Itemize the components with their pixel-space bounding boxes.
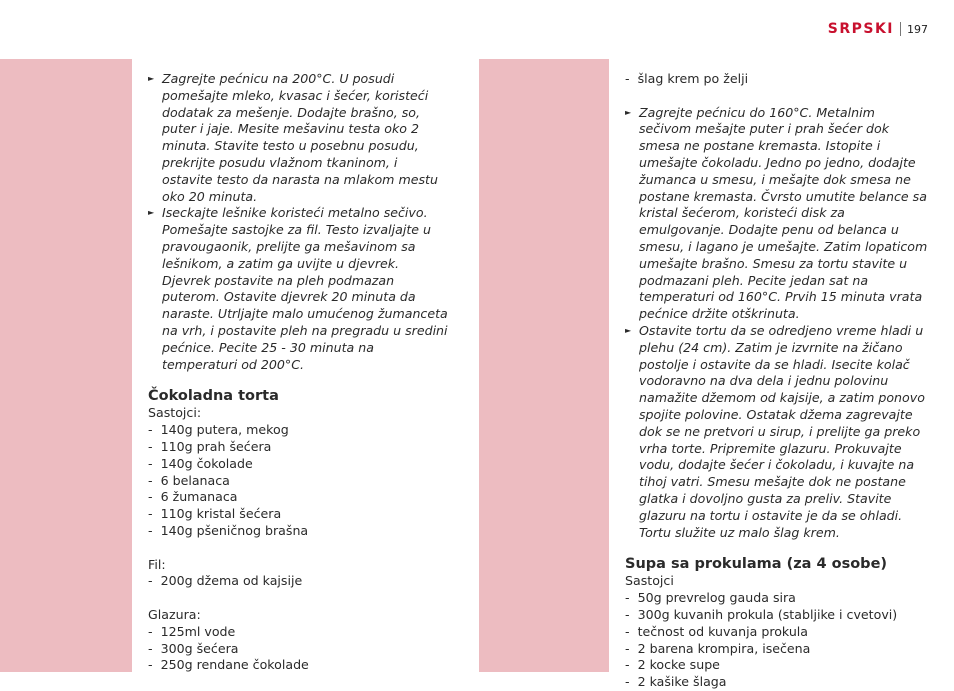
right-column bbox=[625, 71, 930, 691]
step-text: Ostavite tortu da se odredjeno vreme hladi u plehu (24 cm). Zatim je izvrnite na žičano postolje i ostavite da se hladi. Isecite kolač vodoravno na dva dela i jednu polovinu namažite džemom od kajsije, a zatim ponovo spojite polovine. Ostatak džema zagrevajte dok se ne pretvori u sirup, i prelijte ga preko vrha torte. Pripremite glazuru. Prokuvajte vodu, dodajte šećer i čokoladu, i kuvajte na tihoj vatri. Smesu mešajte dok ne postane glatka i dovoljno gusta za preliv. Stavite glazuru na tortu i ostavite je da se ohladi. Tortu služite uz malo šlag krem. bbox=[639, 322, 925, 540]
step-text: Zagrejte pećnicu na 200°C. U posudi pomešajte mleko, kvasac i šećer, koristeći dodatak za mešenje. Dodajte brašno, so, puter i jaje. Mesite mešavinu testa oko 2 minuta. Stavite testo u posebnu posudu, prekrijte posudu vlažnom tkaninom, i ostavite testo da narasta na mlakom mestu oko 20 minuta. bbox=[162, 71, 438, 204]
header-divider bbox=[900, 22, 901, 36]
ingredient-item: - 300g šećera bbox=[148, 640, 239, 656]
ingredients-label: Sastojci: bbox=[148, 405, 202, 421]
ingredient-item: - 125ml vode bbox=[148, 623, 236, 639]
bullet-arrow-icon: ► bbox=[148, 208, 155, 218]
ingredient-item: - 110g kristal šećera bbox=[148, 506, 282, 522]
ingredient-item: - 2 kocke supe bbox=[625, 657, 720, 673]
ingredient-item: - 50g prevrelog gauda sira bbox=[625, 590, 796, 606]
ingredient-item: - 200g džema od kajsije bbox=[148, 573, 303, 589]
ingredient-item: - tečnost od kuvanja prokula bbox=[625, 623, 809, 639]
recipe-title: Supa sa prokulama (za 4 osobe) bbox=[625, 556, 888, 573]
ingredient-item: - 110g prah šećera bbox=[148, 438, 272, 454]
instruction-step bbox=[148, 205, 448, 373]
page-header bbox=[828, 20, 928, 38]
glaze-label: Glazura: bbox=[148, 606, 201, 622]
ingredient-item: - 6 belanaca bbox=[148, 472, 230, 488]
left-margin-band bbox=[0, 59, 132, 672]
left-column bbox=[148, 71, 448, 674]
language-label: SRPSKI bbox=[827, 21, 894, 37]
ingredient-item: - 300g kuvanih prokula (stabljike i cvetovi) bbox=[625, 606, 898, 622]
step-text: Zagrejte pećnicu do 160°C. Metalnim sečivom mešajte puter i prah šećer dok smesa ne postane kremasta. Istopite i umešajte čokoladu. Jedno po jedno, dodajte žumanca u smesu, i mešajte dok smesa ne postane kremasta. Čvrsto umutite belance sa kristal šećerom, koristeći disk za emulgovanje. Dodajte penu od belanca u smesu, i lagano je umešajte. Zatim lopaticom umešajte brašno. Smesu za tortu stavite u podmazani pleh. Pecite jedan sat na temperaturi od 160°C. Prvih 15 minuta vrata pećnice držite otškrinuta. bbox=[639, 104, 928, 322]
ingredient-item: - 140g putera, mekog bbox=[148, 422, 289, 438]
bullet-arrow-icon: ► bbox=[625, 325, 632, 335]
ingredient-item: - 140g čokolade bbox=[148, 455, 253, 471]
ingredient-item: - 250g rendane čokolade bbox=[148, 657, 309, 673]
recipe-title: Čokoladna torta bbox=[148, 388, 279, 405]
ingredient-item: - 6 žumanaca bbox=[148, 489, 238, 505]
page-number: 197 bbox=[907, 22, 928, 36]
ingredient-item: - šlag krem po želji bbox=[625, 71, 749, 86]
instruction-step bbox=[625, 323, 930, 541]
fil-label: Fil: bbox=[148, 556, 166, 572]
ingredients-label: Sastojci bbox=[625, 573, 674, 589]
bullet-arrow-icon: ► bbox=[148, 74, 155, 83]
step-text: Iseckajte lešnike koristeći metalno sečivo. Pomešajte sastojke za fil. Testo izvaljajte u pravougaonik, prelijte ga mešavinom sa lešnikom, a zatim ga uvijte u djevrek. Djevrek postavite na pleh podmazan puterom. Ostavite djevrek 20 minuta da naraste. Utrljajte malo umućenog žumanceta na vrh, i postavite pleh na pregradu u sredini pećnice. Pecite 25 - 30 minuta na temperaturi od 200°C. bbox=[162, 205, 448, 372]
ingredient-item: - 140g pšeničnog brašna bbox=[148, 522, 309, 538]
ingredient-item: - 2 barena krompira, isečena bbox=[625, 640, 811, 656]
instruction-step bbox=[148, 71, 448, 205]
bullet-arrow-icon: ► bbox=[625, 107, 632, 117]
center-margin-band bbox=[479, 59, 609, 672]
ingredient-item: - 2 kašike šlaga bbox=[625, 674, 727, 690]
instruction-step bbox=[625, 105, 930, 323]
